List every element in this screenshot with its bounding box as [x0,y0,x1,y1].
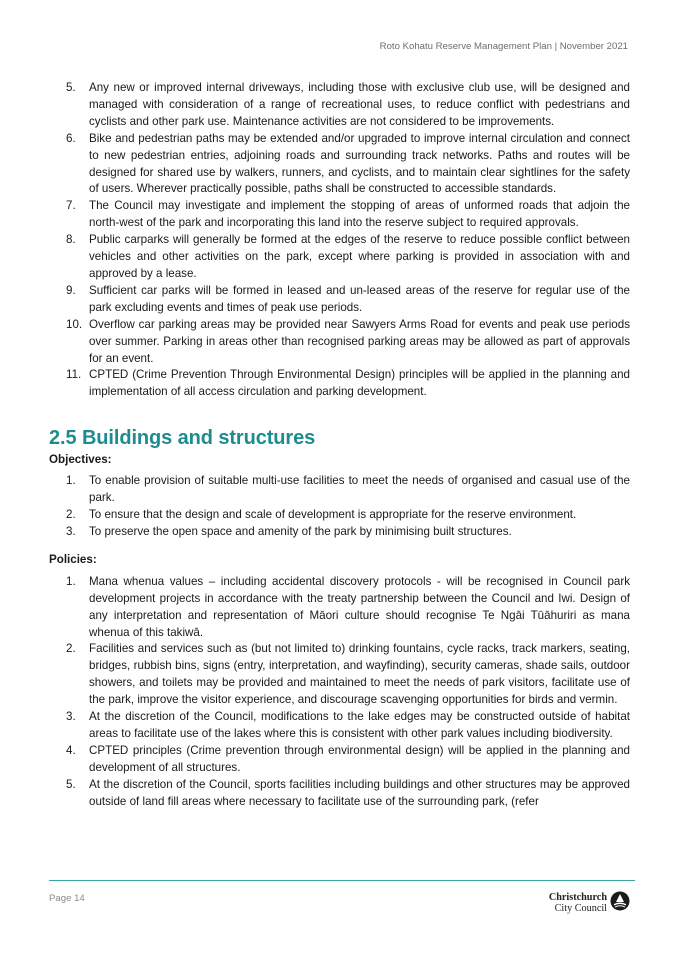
policy-item-text: Facilities and services such as (but not limited to) drinking fountains, cycle racks, track markers, seating, bridges, rubbish bins, signs (entry, interpretation, and wayfinding), security cameras, shade sails, outdoor showers, and toilets may be provided and maintained to meet the needs of park visitors, facilitate use of the park, improve the visitor experience, and discourage scavenging opportunities for birds and vermin. [89,642,630,707]
policy-item-text: CPTED principles (Crime prevention through environmental design) will be applied in the planning and development of all structures. [89,743,630,774]
list-item-text: CPTED (Crime Prevention Through Environmental Design) principles will be applied in the planning and implementation of all access circulation and parking development. [89,368,630,399]
policy-item-text: At the discretion of the Council, sports facilities including buildings and other structures may be approved outside of land fill areas where necessary to facilitate use of the surrounding park, (refer [89,777,630,808]
objective-item [49,507,630,524]
list-item-number: 6. [66,131,76,145]
intro-policy-list [49,80,630,401]
list-item-number: 9. [66,283,76,297]
page-content [49,80,630,811]
footer-divider [49,880,635,881]
policy-item [49,641,630,709]
list-item-number: 10. [66,317,83,331]
objective-item-number: 1. [66,474,76,488]
list-item [49,367,630,401]
list-item-text: Bike and pedestrian paths may be extended and/or upgraded to improve internal circulation and connect to new pedestrian entries, adjoining roads and surrounding track networks. Paths and routes will be designed for shared use by walkers, runners, and cyclists, and to maintain clear sightlines for the safety of users. Wherever practically possible, paths shall be constructed to accessible standards. [89,131,630,196]
section-heading: 2.5 Buildings and structures [49,427,316,450]
list-item-number: 8. [66,233,76,247]
council-logo [549,891,630,916]
policy-item-number: 3. [66,710,76,724]
policy-item [49,709,630,743]
list-item-text: Public carparks will generally be formed at the edges of the reserve to reduce possible conflict between vehicles and other activities on the park, except where parking is provided in association with and approved by a lease. [89,233,630,280]
list-item [49,232,630,283]
list-item [49,198,630,232]
policy-item [49,777,630,811]
policy-item [49,574,630,642]
logo-line-1: Christchurch [548,892,607,903]
objectives-label: Objectives: [49,453,112,467]
policy-item-text: Mana whenua values – including accidental discovery protocols - will be recognised in Council park development projects in accordance with the treaty partnership between the Council and Iwi. Design of any interpretation and representation of Māori culture should recognise Te Ngāi Tūāhuriri as mana whenua of this takiwā. [89,574,630,639]
objectives-list [49,473,630,541]
list-item [49,131,630,199]
list-item-number: 7. [66,199,76,213]
list-item-text: Overflow car parking areas may be provided near Sawyers Arms Road for events and peak use periods over summer. Parking in areas other than recognised parking areas may be allowed as part of approvals for an event. [89,317,630,365]
objective-item-text: To ensure that the design and scale of development is appropriate for the reserve environment. [89,508,577,522]
objective-item-number: 3. [66,524,76,538]
objective-item [49,524,630,541]
list-item-text: Sufficient car parks will be formed in leased and un-leased areas of the reserve for regular use of the park excluding events and times of peak use periods. [89,283,630,314]
policy-item-number: 2. [66,642,76,656]
list-item [49,80,630,131]
list-item [49,317,630,368]
policy-item-number: 5. [66,777,76,791]
policy-item-number: 4. [66,743,76,757]
page-number: Page 14 [49,893,85,904]
policies-label: Policies: [49,552,97,566]
list-item [49,283,630,317]
objective-item-text: To preserve the open space and amenity of the park by minimising built structures. [89,524,512,538]
logo-line-2: City Council [554,902,607,914]
objective-item-text: To enable provision of suitable multi-use facilities to meet the needs of organised and casual use of the park. [89,474,630,505]
list-item-text: The Council may investigate and implement the stopping of areas of unformed roads that adjoin the north-west of the park and incorporating this land into the reserve subject to required approvals. [89,199,630,230]
council-emblem-icon [610,891,630,916]
policy-item-number: 1. [66,574,76,588]
policies-list [49,574,630,811]
running-header: Roto Kohatu Reserve Management Plan | November 2021 [379,41,628,52]
policy-item [49,743,630,777]
objective-item [49,473,630,507]
list-item-text: Any new or improved internal driveways, including those with exclusive club use, will be designed and managed with consideration of a range of recreational uses, to reduce conflict with pedestrians and cyclists and other park use. Maintenance activities are not considered to be improvements. [89,81,630,128]
policy-item-text: At the discretion of the Council, modifications to the lake edges may be constructed outside of habitat areas to facilitate use of the lakes where this is consistent with other park values including biodiversity. [89,710,630,740]
objective-item-number: 2. [66,508,76,522]
list-item-number: 5. [66,81,76,94]
list-item-number: 11. [66,368,82,382]
